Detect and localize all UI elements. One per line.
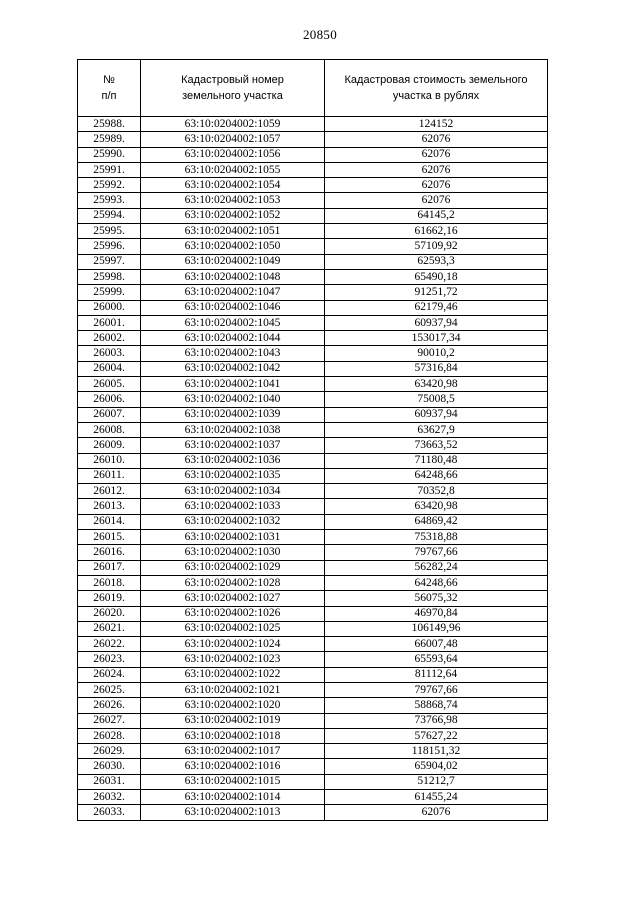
table-row [78, 392, 548, 407]
row-number-cell: 26026. [78, 698, 141, 713]
cadastral-value-cell: 81112,64 [325, 667, 548, 682]
row-number-cell: 26021. [78, 621, 141, 636]
cadastral-value-cell: 79767,66 [325, 545, 548, 560]
cadastral-number-cell: 63:10:0204002:1059 [141, 117, 325, 132]
cadastral-value-cell: 56075,32 [325, 591, 548, 606]
table-row [78, 744, 548, 759]
cadastral-number-cell: 63:10:0204002:1023 [141, 652, 325, 667]
table-row [78, 331, 548, 346]
cadastral-number-cell: 63:10:0204002:1046 [141, 300, 325, 315]
cadastral-value-cell: 75008,5 [325, 392, 548, 407]
table-row [78, 637, 548, 652]
cadastral-value-cell: 71180,48 [325, 453, 548, 468]
table-row [78, 407, 548, 422]
cadastral-value-cell: 62593,3 [325, 254, 548, 269]
row-number-cell: 26024. [78, 667, 141, 682]
row-number-cell: 25991. [78, 162, 141, 177]
cadastral-number-cell: 63:10:0204002:1030 [141, 545, 325, 560]
page-number: 20850 [303, 27, 337, 42]
row-number-cell: 26029. [78, 744, 141, 759]
row-number-cell: 26020. [78, 606, 141, 621]
cadastral-number-cell: 63:10:0204002:1057 [141, 132, 325, 147]
cadastral-value-cell: 64248,66 [325, 468, 548, 483]
table-row [78, 239, 548, 254]
cadastral-value-cell: 56282,24 [325, 560, 548, 575]
table-row [78, 499, 548, 514]
row-number-cell: 25998. [78, 269, 141, 284]
cadastral-value-cell: 62076 [325, 162, 548, 177]
cadastral-value-cell: 58868,74 [325, 698, 548, 713]
row-number-cell: 25997. [78, 254, 141, 269]
cadastral-value-cell: 63420,98 [325, 377, 548, 392]
cadastral-number-cell: 63:10:0204002:1051 [141, 224, 325, 239]
cadastral-value-cell: 118151,32 [325, 744, 548, 759]
table-row [78, 591, 548, 606]
cadastral-number-cell: 63:10:0204002:1045 [141, 315, 325, 330]
row-number-cell: 25994. [78, 208, 141, 223]
cadastral-number-cell: 63:10:0204002:1043 [141, 346, 325, 361]
cadastral-number-cell: 63:10:0204002:1013 [141, 805, 325, 820]
cadastral-value-cell: 60937,94 [325, 315, 548, 330]
row-number-cell: 26010. [78, 453, 141, 468]
table-row [78, 132, 548, 147]
table-row [78, 713, 548, 728]
row-number-cell: 26031. [78, 774, 141, 789]
table-row [78, 514, 548, 529]
cadastral-number-cell: 63:10:0204002:1038 [141, 422, 325, 437]
row-number-cell: 26027. [78, 713, 141, 728]
cadastral-value-cell: 73766,98 [325, 713, 548, 728]
row-number-cell: 26016. [78, 545, 141, 560]
row-number-cell: 25995. [78, 224, 141, 239]
row-number-cell: 26023. [78, 652, 141, 667]
row-number-cell: 26030. [78, 759, 141, 774]
row-number-cell: 26000. [78, 300, 141, 315]
cadastral-number-cell: 63:10:0204002:1017 [141, 744, 325, 759]
header-cadastral-line1: Кадастровый номер [181, 74, 284, 86]
row-number-cell: 26001. [78, 315, 141, 330]
row-number-cell: 26003. [78, 346, 141, 361]
cadastral-value-cell: 65593,64 [325, 652, 548, 667]
cadastral-value-cell: 79767,66 [325, 682, 548, 697]
cadastral-number-cell: 63:10:0204002:1029 [141, 560, 325, 575]
table-row [78, 652, 548, 667]
cadastral-number-cell: 63:10:0204002:1016 [141, 759, 325, 774]
cadastral-value-cell: 90010,2 [325, 346, 548, 361]
cadastral-value-cell: 70352,8 [325, 484, 548, 499]
row-number-cell: 26019. [78, 591, 141, 606]
header-value-line1: Кадастровая стоимость земельного [344, 74, 528, 86]
table-header-row [78, 60, 548, 117]
row-number-cell: 25999. [78, 285, 141, 300]
table-row [78, 453, 548, 468]
cadastral-value-cell: 57109,92 [325, 239, 548, 254]
table-row [78, 468, 548, 483]
table-row [78, 682, 548, 697]
cadastral-value-cell: 62076 [325, 193, 548, 208]
cadastral-number-cell: 63:10:0204002:1035 [141, 468, 325, 483]
row-number-cell: 26006. [78, 392, 141, 407]
header-number-line1: № [103, 74, 115, 86]
cadastral-number-cell: 63:10:0204002:1015 [141, 774, 325, 789]
table-row [78, 805, 548, 820]
cadastral-value-cell: 73663,52 [325, 438, 548, 453]
table-row [78, 774, 548, 789]
cadastral-value-cell: 66007,48 [325, 637, 548, 652]
row-number-cell: 26012. [78, 484, 141, 499]
cadastral-value-cell: 106149,96 [325, 621, 548, 636]
cadastral-number-cell: 63:10:0204002:1031 [141, 530, 325, 545]
row-number-cell: 26033. [78, 805, 141, 820]
cadastral-number-cell: 63:10:0204002:1056 [141, 147, 325, 162]
table-row [78, 224, 548, 239]
table-row [78, 254, 548, 269]
cadastral-value-cell: 65904,02 [325, 759, 548, 774]
header-cadastral-value [325, 60, 548, 117]
cadastral-value-cell: 64869,42 [325, 514, 548, 529]
cadastral-number-cell: 63:10:0204002:1041 [141, 377, 325, 392]
cadastral-number-cell: 63:10:0204002:1042 [141, 361, 325, 376]
cadastral-number-cell: 63:10:0204002:1014 [141, 790, 325, 805]
row-number-cell: 25989. [78, 132, 141, 147]
row-number-cell: 25996. [78, 239, 141, 254]
table-row [78, 621, 548, 636]
cadastral-number-cell: 63:10:0204002:1028 [141, 575, 325, 590]
row-number-cell: 26004. [78, 361, 141, 376]
cadastral-value-cell: 91251,72 [325, 285, 548, 300]
row-number-cell: 26028. [78, 728, 141, 743]
cadastral-value-cell: 62076 [325, 132, 548, 147]
table-row [78, 667, 548, 682]
cadastral-number-cell: 63:10:0204002:1026 [141, 606, 325, 621]
cadastral-value-cell: 75318,88 [325, 530, 548, 545]
row-number-cell: 26017. [78, 560, 141, 575]
cadastral-number-cell: 63:10:0204002:1018 [141, 728, 325, 743]
table-row [78, 545, 548, 560]
table-row [78, 315, 548, 330]
row-number-cell: 26018. [78, 575, 141, 590]
cadastral-value-cell: 46970,84 [325, 606, 548, 621]
header-number-line2: п/п [101, 90, 117, 102]
cadastral-value-cell: 64145,2 [325, 208, 548, 223]
cadastral-value-cell: 63420,98 [325, 499, 548, 514]
row-number-cell: 26005. [78, 377, 141, 392]
row-number-cell: 26025. [78, 682, 141, 697]
table-row [78, 117, 548, 132]
cadastral-value-cell: 62076 [325, 147, 548, 162]
cadastral-value-cell: 60937,94 [325, 407, 548, 422]
table-row [78, 575, 548, 590]
table-body [78, 117, 548, 821]
header-cadastral-line2: земельного участка [182, 90, 283, 102]
row-number-cell: 25993. [78, 193, 141, 208]
table-row [78, 361, 548, 376]
cadastral-number-cell: 63:10:0204002:1047 [141, 285, 325, 300]
cadastral-number-cell: 63:10:0204002:1034 [141, 484, 325, 499]
table-row [78, 438, 548, 453]
cadastral-number-cell: 63:10:0204002:1048 [141, 269, 325, 284]
table-row [78, 285, 548, 300]
row-number-cell: 26008. [78, 422, 141, 437]
table-row [78, 147, 548, 162]
cadastral-value-cell: 62076 [325, 178, 548, 193]
cadastral-value-cell: 153017,34 [325, 331, 548, 346]
table-row [78, 193, 548, 208]
cadastral-number-cell: 63:10:0204002:1027 [141, 591, 325, 606]
cadastral-value-cell: 63627,9 [325, 422, 548, 437]
row-number-cell: 26032. [78, 790, 141, 805]
cadastral-value-cell: 124152 [325, 117, 548, 132]
cadastral-number-cell: 63:10:0204002:1049 [141, 254, 325, 269]
cadastral-number-cell: 63:10:0204002:1050 [141, 239, 325, 254]
cadastral-number-cell: 63:10:0204002:1020 [141, 698, 325, 713]
row-number-cell: 26014. [78, 514, 141, 529]
cadastral-number-cell: 63:10:0204002:1040 [141, 392, 325, 407]
table-row [78, 300, 548, 315]
table-row [78, 422, 548, 437]
table-row [78, 178, 548, 193]
row-number-cell: 25990. [78, 147, 141, 162]
table-row [78, 728, 548, 743]
cadastral-number-cell: 63:10:0204002:1019 [141, 713, 325, 728]
cadastral-value-cell: 61455,24 [325, 790, 548, 805]
cadastral-number-cell: 63:10:0204002:1055 [141, 162, 325, 177]
row-number-cell: 26015. [78, 530, 141, 545]
row-number-cell: 26002. [78, 331, 141, 346]
cadastral-number-cell: 63:10:0204002:1024 [141, 637, 325, 652]
cadastral-value-table [77, 59, 548, 821]
table-row [78, 162, 548, 177]
cadastral-number-cell: 63:10:0204002:1022 [141, 667, 325, 682]
cadastral-value-cell: 61662,16 [325, 224, 548, 239]
cadastral-number-cell: 63:10:0204002:1044 [141, 331, 325, 346]
table-row [78, 530, 548, 545]
cadastral-number-cell: 63:10:0204002:1054 [141, 178, 325, 193]
row-number-cell: 26007. [78, 407, 141, 422]
cadastral-number-cell: 63:10:0204002:1025 [141, 621, 325, 636]
table-row [78, 606, 548, 621]
row-number-cell: 26011. [78, 468, 141, 483]
row-number-cell: 25992. [78, 178, 141, 193]
row-number-cell: 26009. [78, 438, 141, 453]
table-row [78, 208, 548, 223]
cadastral-value-cell: 62076 [325, 805, 548, 820]
cadastral-number-cell: 63:10:0204002:1052 [141, 208, 325, 223]
table-row [78, 484, 548, 499]
cadastral-value-cell: 57627,22 [325, 728, 548, 743]
table-row [78, 269, 548, 284]
row-number-cell: 26022. [78, 637, 141, 652]
cadastral-number-cell: 63:10:0204002:1036 [141, 453, 325, 468]
header-value-line2: участка в рублях [392, 90, 480, 102]
cadastral-number-cell: 63:10:0204002:1037 [141, 438, 325, 453]
cadastral-number-cell: 63:10:0204002:1039 [141, 407, 325, 422]
cadastral-value-cell: 65490,18 [325, 269, 548, 284]
table-row [78, 560, 548, 575]
header-number [78, 60, 141, 117]
table-row [78, 346, 548, 361]
row-number-cell: 25988. [78, 117, 141, 132]
table-row [78, 790, 548, 805]
cadastral-number-cell: 63:10:0204002:1033 [141, 499, 325, 514]
row-number-cell: 26013. [78, 499, 141, 514]
cadastral-value-cell: 62179,46 [325, 300, 548, 315]
table-row [78, 377, 548, 392]
cadastral-value-cell: 64248,66 [325, 575, 548, 590]
cadastral-number-cell: 63:10:0204002:1021 [141, 682, 325, 697]
cadastral-value-cell: 57316,84 [325, 361, 548, 376]
table-row [78, 759, 548, 774]
cadastral-number-cell: 63:10:0204002:1032 [141, 514, 325, 529]
cadastral-value-cell: 51212,7 [325, 774, 548, 789]
table-row [78, 698, 548, 713]
header-cadastral-number [141, 60, 325, 117]
cadastral-number-cell: 63:10:0204002:1053 [141, 193, 325, 208]
